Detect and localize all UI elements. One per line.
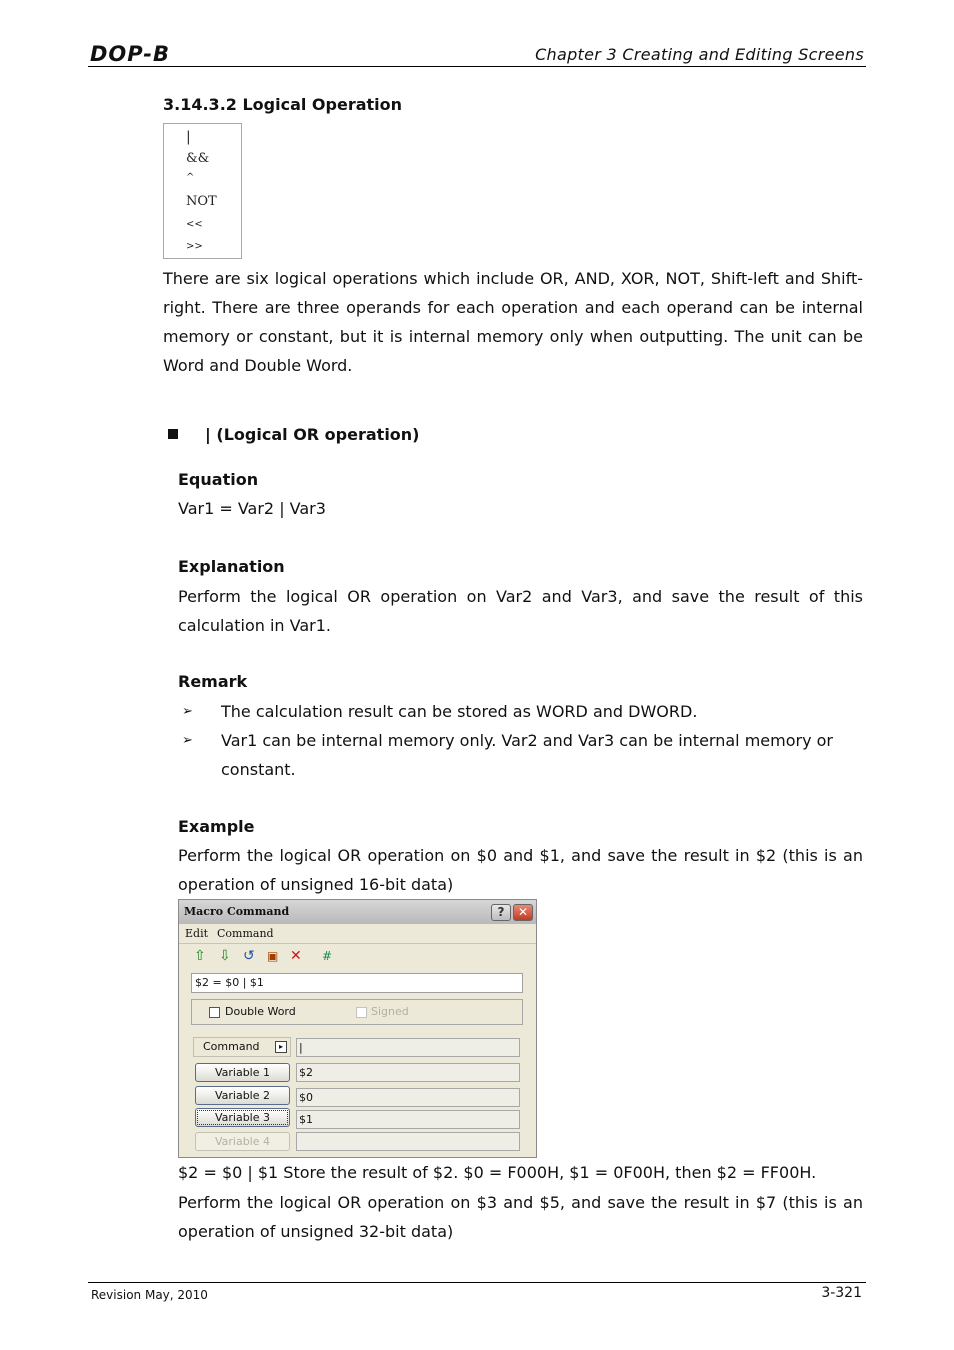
- bullet-heading-text: | (Logical OR operation): [205, 425, 420, 444]
- example-text-2: Perform the logical OR operation on $3 and $5, and save the result in $7 (this is an operation of unsigned 32-bit data): [178, 1193, 863, 1241]
- operator-not[interactable]: NOT: [186, 194, 217, 209]
- undo-icon[interactable]: ↺: [243, 948, 255, 964]
- operator-and[interactable]: &&: [186, 151, 210, 166]
- bullet-heading-or: [168, 425, 420, 444]
- operator-shift-left[interactable]: <<: [186, 219, 203, 230]
- variable-4-button: Variable 4: [195, 1132, 290, 1151]
- expression-field[interactable]: $2 = $0 | $1: [191, 973, 523, 993]
- variable-3-field[interactable]: $1: [296, 1110, 520, 1129]
- footer-divider: [88, 1282, 866, 1283]
- dialog-title: Macro Command: [184, 905, 290, 918]
- header-divider: [88, 66, 866, 67]
- remark-item: ➢ Var1 can be internal memory only. Var2 and Var3 can be internal memory or constant.: [182, 726, 862, 784]
- menu-bar: [179, 925, 536, 944]
- revision-date: Revision May, 2010: [91, 1288, 208, 1302]
- variable-4-field: [296, 1132, 520, 1151]
- example-text-1: Perform the logical OR operation on $0 and $1, and save the result in $2 (this is an operation of unsigned 16-bit data): [178, 846, 863, 894]
- close-button[interactable]: ✕: [513, 904, 533, 921]
- intro-paragraph: There are six logical operations which include OR, AND, XOR, NOT, Shift-left and Shift-right. There are three operands for each operation and each operand can be internal memory or constant, but it is internal memory only when outputting. The unit can be Word and Double Word.: [163, 269, 863, 375]
- delete-icon[interactable]: ✕: [290, 948, 302, 964]
- arrow-bullet-icon: ➢: [182, 733, 193, 748]
- double-word-label: Double Word: [225, 1005, 296, 1018]
- signed-label: Signed: [371, 1005, 409, 1018]
- explanation-heading: Explanation: [178, 557, 285, 576]
- section-title: 3.14.3.2 Logical Operation: [163, 95, 403, 114]
- page-number: 3-321: [821, 1285, 862, 1301]
- remark-heading: Remark: [178, 672, 248, 691]
- remark-item: ➢ The calculation result can be stored as WORD and DWORD.: [182, 697, 862, 726]
- example-heading: Example: [178, 817, 255, 836]
- options-group: [191, 999, 523, 1025]
- operator-or[interactable]: |: [186, 129, 191, 145]
- menu-command[interactable]: Command: [217, 927, 274, 940]
- variable-1-button[interactable]: Variable 1: [195, 1063, 290, 1082]
- equation-text: Var1 = Var2 | Var3: [178, 499, 326, 518]
- arrow-bullet-icon: ➢: [182, 704, 193, 719]
- variable-2-button[interactable]: Variable 2: [195, 1086, 290, 1105]
- variable-1-field[interactable]: $2: [296, 1063, 520, 1082]
- double-word-checkbox[interactable]: [209, 1007, 220, 1018]
- brand-logo: DOP-B: [90, 42, 171, 66]
- command-label: Command: [203, 1040, 260, 1053]
- save-icon[interactable]: ▣: [267, 949, 279, 963]
- dialog-title-bar: [179, 900, 536, 924]
- square-bullet-icon: [168, 429, 178, 439]
- chevron-right-icon[interactable]: ▸: [275, 1041, 287, 1053]
- operator-shift-right[interactable]: >>: [186, 241, 203, 252]
- command-field[interactable]: |: [296, 1038, 520, 1057]
- signed-checkbox: [356, 1007, 367, 1018]
- macro-command-dialog: [178, 899, 537, 1158]
- explanation-text: Perform the logical OR operation on Var2 and Var3, and save the result of this calculation in Var1.: [178, 587, 863, 635]
- toolbar: [185, 947, 525, 967]
- operator-list: [163, 123, 242, 259]
- hash-icon[interactable]: #: [322, 949, 333, 963]
- example-result-line: $2 = $0 | $1 Store the result of $2. $0 = F000H, $1 = 0F00H, then $2 = FF00H.: [178, 1163, 817, 1182]
- up-arrow-icon[interactable]: ⇧: [194, 948, 206, 964]
- down-arrow-icon[interactable]: ⇩: [219, 948, 231, 964]
- variable-3-button[interactable]: Variable 3: [195, 1108, 290, 1127]
- menu-edit[interactable]: Edit: [185, 927, 209, 940]
- help-button[interactable]: ?: [491, 904, 511, 921]
- chapter-title: Chapter 3 Creating and Editing Screens: [535, 45, 864, 64]
- variable-2-field[interactable]: $0: [296, 1088, 520, 1107]
- equation-heading: Equation: [178, 470, 259, 489]
- operator-xor[interactable]: ^: [186, 172, 195, 183]
